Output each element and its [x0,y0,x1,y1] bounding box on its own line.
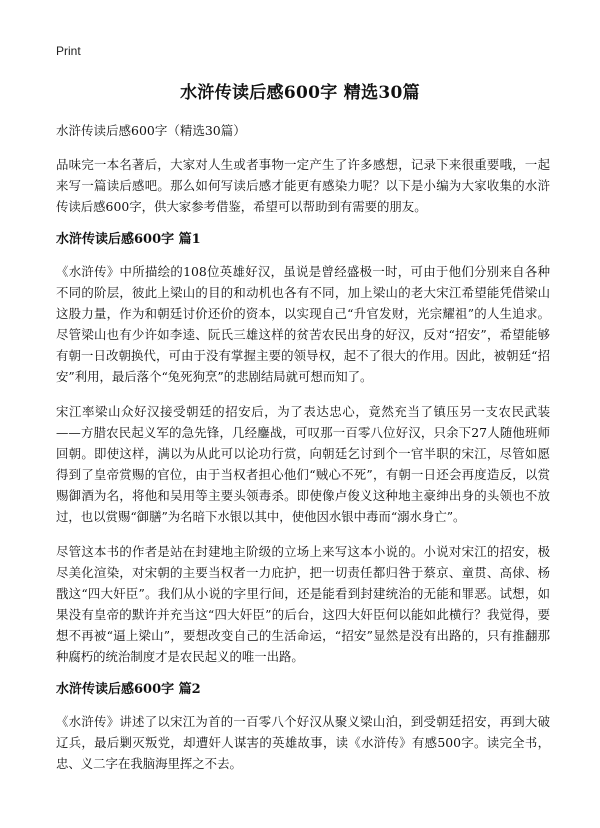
section-paragraph: 《水浒传》讲述了以宋江为首的一百零八个好汉从聚义梁山泊，到受朝廷招安，再到大破辽兵，最后剿灭叛党，却遭奸人谋害的英雄故事，读《水浒传》有感500字。读完全书，忠、义二字在我脑海里挥之不去。 [56,714,550,771]
section-paragraph: 尽管这本书的作者是站在封建地主阶级的立场上来写这本小说的。小说对宋江的招安，极尽美化渲染，对宋朝的主要当权者一力庇护，把一切责任都归咎于蔡京、童贯、高俅、杨戬这“四大奸臣”。我们从小说的字里行间，还是能看到封建统治的无能和罪恶。试想，如果没有皇帝的默许并充当这“四大奸臣”的后台，这四大奸臣何以能如此横行？我觉得，要想不再被“逼上梁山”，要想改变自己的生活命运，“招安”显然是没有出路的，只有推翻那种腐朽的统治制度才是农民起义的唯一出路。 [56,544,550,664]
intro-paragraph: 品味完一本名著后，大家对人生或者事物一定产生了许多感想，记录下来很重要哦，一起来写一篇读后感吧。那么如何写读后感才能更有感染力呢？以下是小编为大家收集的水浒传读后感600字，供大家参考借鉴，希望可以帮助到有需要的朋友。 [56,157,550,214]
section-heading: 水浒传读后感600字 篇2 [56,682,201,697]
section-paragraph: 宋江率梁山众好汉接受朝廷的招安后，为了表达忠心，竟然充当了镇压另一支农民武装——方腊农民起义军的急先锋，几经鏖战，可叹那一百零八位好汉，只余下27人随他班师回朝。即使这样，满以为从此可以论功行赏，向朝廷乞讨到个一官半职的宋江，尽管如愿得到了皇帝赏赐的官位，由于当权者担心他们“贼心不死”，有朝一日还会再度造反，以赏赐御酒为名，将他和吴用等主要头领毒杀。即使像卢俊义这种地主豪绅出身的头领也不放过，也以赏赐“御膳”为名暗下水银以其中，使他因水银中毒而“溺水身亡”。 [56,404,550,524]
document-body [56,122,550,788]
page-title: 水浒传读后感600字 精选30篇 [180,83,420,103]
document-subtitle: 水浒传读后感600字（精选30篇） [56,123,246,138]
section-paragraph: 《水浒传》中所描绘的108位英雄好汉，虽说是曾经盛极一时，可由于他们分别来自各种不同的阶层，彼此上梁山的目的和动机也各有不同，加上梁山的老大宋江希望能凭借梁山这股力量，作为和朝廷讨价还价的资本，以实现自己“升官发财，光宗耀祖”的人生追求。尽管梁山也有少许如李逵、阮氏三雄这样的贫苦农民出身的好汉，反对“招安”，希望能够有朝一日改朝换代，可由于没有掌握主要的领导权，起不了很大的作用。因此，被朝廷“招安”利用，最后落个“兔死狗烹”的悲剧结局就可想而知了。 [56,264,550,384]
section-heading: 水浒传读后感600字 篇1 [56,232,201,247]
print-label: Print [56,44,81,58]
